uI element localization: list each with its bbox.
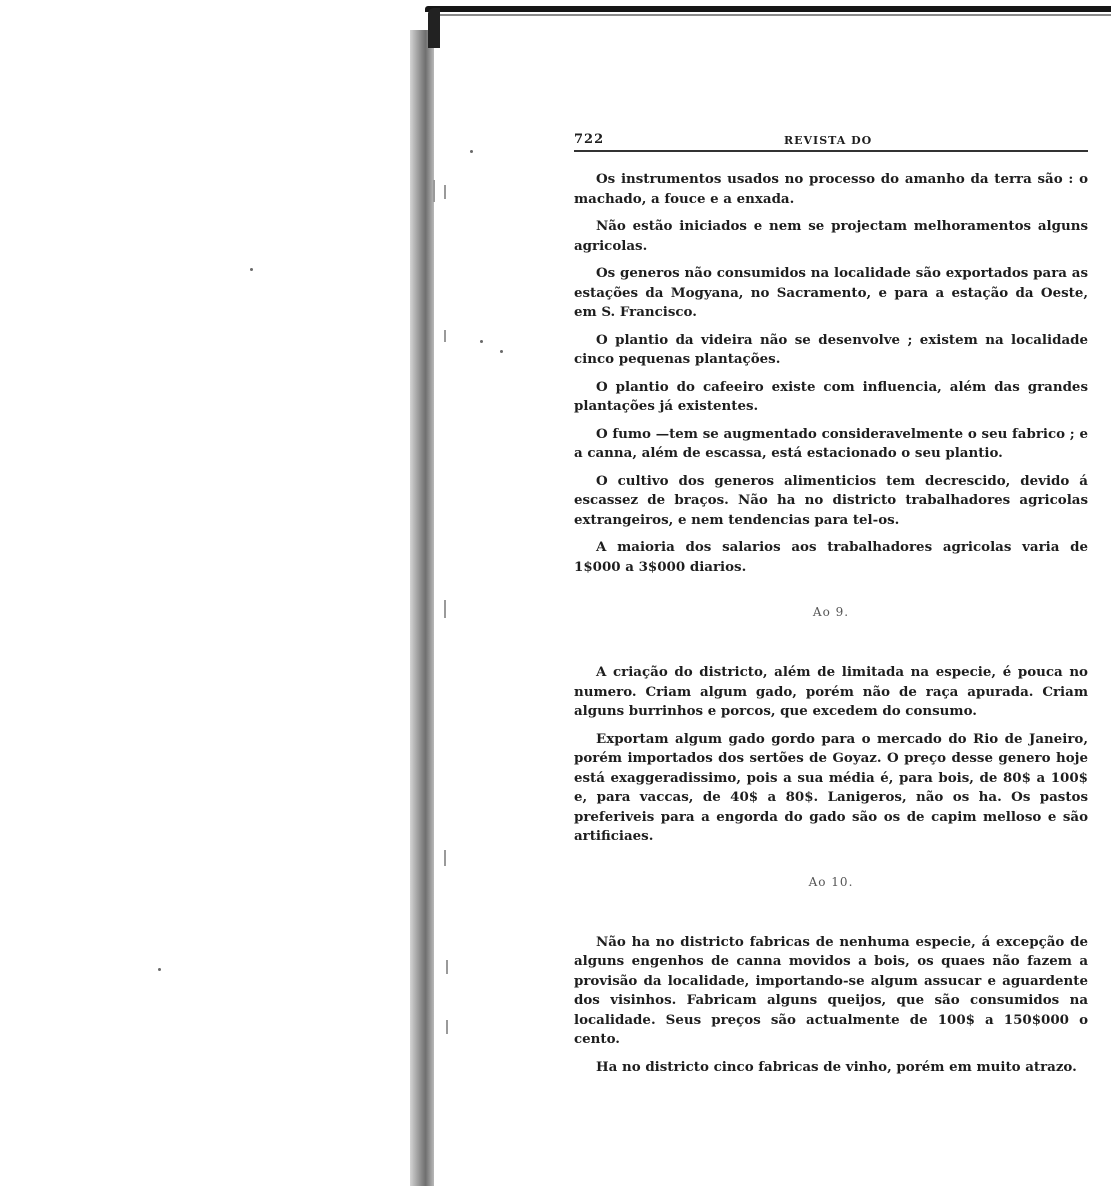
margin-mark xyxy=(444,185,446,199)
paragraph: Não ha no districto fabricas de nenhuma especie, á excepção de alguns engenhos de canna movidos a bois, os quaes não fazem a provisão da localidade, importando-se algum assucar e aguardente dos visinhos. Fabricam alguns queijos, que são consumidos na localidade. Seus preços são actualmente de 100$ a 150$000 o cento. xyxy=(574,933,1088,1047)
paragraph: Os generos não consumidos na localidade são exportados para as estações da Mogyana, no Sacramento, e para a estação da Oeste, em S. Francisco. xyxy=(574,265,1088,320)
section-8 xyxy=(574,170,1088,577)
page-header xyxy=(574,130,1088,152)
margin-mark xyxy=(446,1020,448,1034)
speck xyxy=(250,268,253,271)
speck xyxy=(470,150,473,153)
paragraph: Não estão iniciados e nem se projectam melhoramentos alguns agricolas. xyxy=(574,218,1088,254)
section-10 xyxy=(574,933,1088,1078)
margin-mark xyxy=(446,960,448,974)
paragraph: O plantio do cafeeiro existe com influencia, além das grandes plantações já existentes. xyxy=(574,378,1088,414)
book-page xyxy=(574,130,1088,1085)
paragraph: Ha no districto cinco fabricas de vinho, porém em muito atrazo. xyxy=(596,1058,1077,1075)
page-number: 722 xyxy=(574,132,605,147)
section-9 xyxy=(574,663,1088,847)
scan-frame-line xyxy=(428,14,1111,16)
speck xyxy=(500,350,503,353)
paragraph: A criação do districto, além de limitada na especie, é pouca no numero. Criam algum gado, porém não de raça apurada. Criam alguns burrinhos e porcos, que excedem do consumo. xyxy=(574,664,1088,719)
section-heading: Ao 10. xyxy=(808,874,854,889)
scan-frame-top xyxy=(425,6,1111,12)
section-heading: Ao 9. xyxy=(812,605,850,619)
margin-mark xyxy=(444,850,446,866)
paragraph: Exportam algum gado gordo para o mercado do Rio de Janeiro, porém importados dos sertões de Goyaz. O preço desse genero hoje está exaggeradissimo, pois a sua média é, para bois, de 80$ a 100$ e, para vaccas, de 40$ a 80$. Lanigeros, não os ha. Os pastos preferiveis para a engorda do gado são os de capim melloso e são artificiaes. xyxy=(574,730,1088,844)
margin-mark xyxy=(444,330,446,342)
paragraph: O cultivo dos generos alimenticios tem decrescido, devido á escassez de braços. Não ha no districto trabalhadores agricolas extrangeiros, e nem tendencias para tel-os. xyxy=(574,472,1088,528)
running-title: REVISTA DO xyxy=(784,134,873,147)
book-spine-shadow xyxy=(410,30,434,1186)
paragraph: A maioria dos salarios aos trabalhadores agricolas varia de 1$000 a 3$000 diarios. xyxy=(574,539,1088,575)
speck xyxy=(480,340,483,343)
margin-mark xyxy=(433,180,435,202)
margin-mark xyxy=(444,600,446,618)
speck xyxy=(158,968,161,971)
paragraph: O plantio da videira não se desenvolve ; existem na localidade cinco pequenas plantações. xyxy=(574,331,1088,367)
spine-corner xyxy=(428,8,440,48)
paragraph: Os instrumentos usados no processo do amanho da terra são : o machado, a fouce e a enxada. xyxy=(574,171,1088,207)
paragraph: O fumo —tem se augmentado consideravelmente o seu fabrico ; e a canna, além de escassa, está estacionado o seu plantio. xyxy=(574,425,1088,461)
